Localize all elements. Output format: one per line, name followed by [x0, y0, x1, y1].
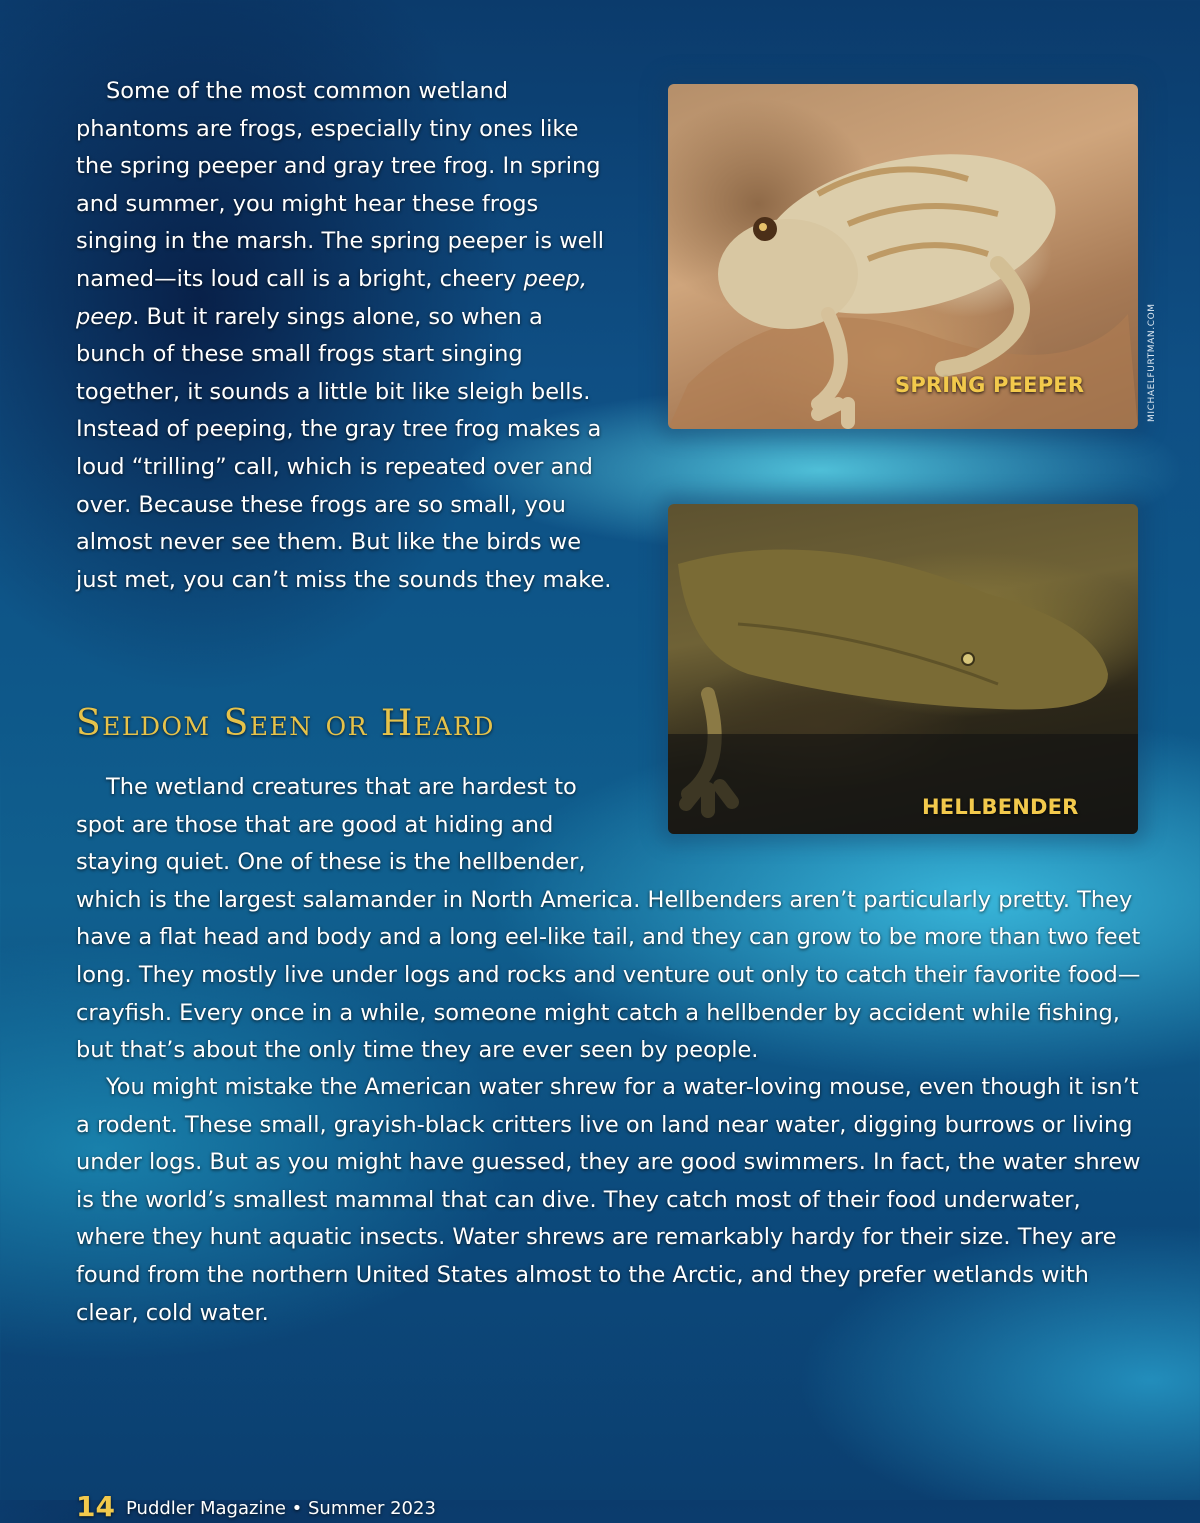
spring-peeper-photo	[668, 84, 1138, 429]
intro-text-1: Some of the most common wetland phantoms are frogs, especially tiny ones like the spring peeper and gray tree frog. In spring and summer, you might hear these frogs singing in the marsh. The spring peeper is well named—its loud call is a bright, cheery	[76, 78, 605, 292]
intro-italic-text: peep, peep	[76, 265, 588, 330]
publication-footer: Puddler Magazine • Summer 2023	[126, 1498, 436, 1519]
spring-peeper-caption: SPRING PEEPER	[895, 373, 1085, 397]
hellbender-photo	[668, 504, 1138, 834]
water-shrew-paragraph	[76, 1069, 1146, 1332]
hellbender-text-wide: which is the largest salamander in North America. Hellbenders aren’t particularly pretty. They have a flat head and body and a long eel-like tail, and they can grow to be more than two feet long. They mostly live under logs and rocks and venture out only to catch their favorite food—crayfish. Every once in a while, someone might catch a hellbender by accident while fishing, but that’s about the only time they are ever seen by people.	[76, 886, 1141, 1064]
section-heading: Seldom Seen or Heard	[76, 703, 495, 744]
water-shrew-text: You might mistake the American water shrew for a water-loving mouse, even though it isn’t a rodent. These small, grayish-black critters live on land near water, digging burrows or living under logs. But as you might have guessed, they are good swimmers. In fact, the water shrew is the world’s smallest mammal that can dive. They catch most of their food underwater, where they hunt aquatic insects. Water shrews are remarkably hardy for their size. They are found from the northern United States almost to the Arctic, and they prefer wetlands with clear, cold water.	[76, 1074, 1141, 1326]
intro-text-2: . But it rarely sings alone, so when a bunch of these small frogs start singing together, it sounds a little bit like sleigh bells. Instead of peeping, the gray tree frog makes a loud “trilling” call, which is repeated over and over. Because these frogs are so small, you almost never see them. But like the birds we just met, you can’t miss the sounds they make.	[76, 303, 612, 593]
intro-paragraph	[76, 73, 616, 599]
page-number: 14	[76, 1490, 115, 1523]
hellbender-illustration	[668, 504, 1138, 834]
hellbender-text-narrow: The wetland creatures that are hardest to spot are those that are good at hiding and staying quiet. One of these is the hellbender,	[76, 774, 586, 876]
photo-credit: MICHAELFURTMAN.COM	[1147, 303, 1157, 422]
hellbender-caption: HELLBENDER	[922, 795, 1079, 819]
